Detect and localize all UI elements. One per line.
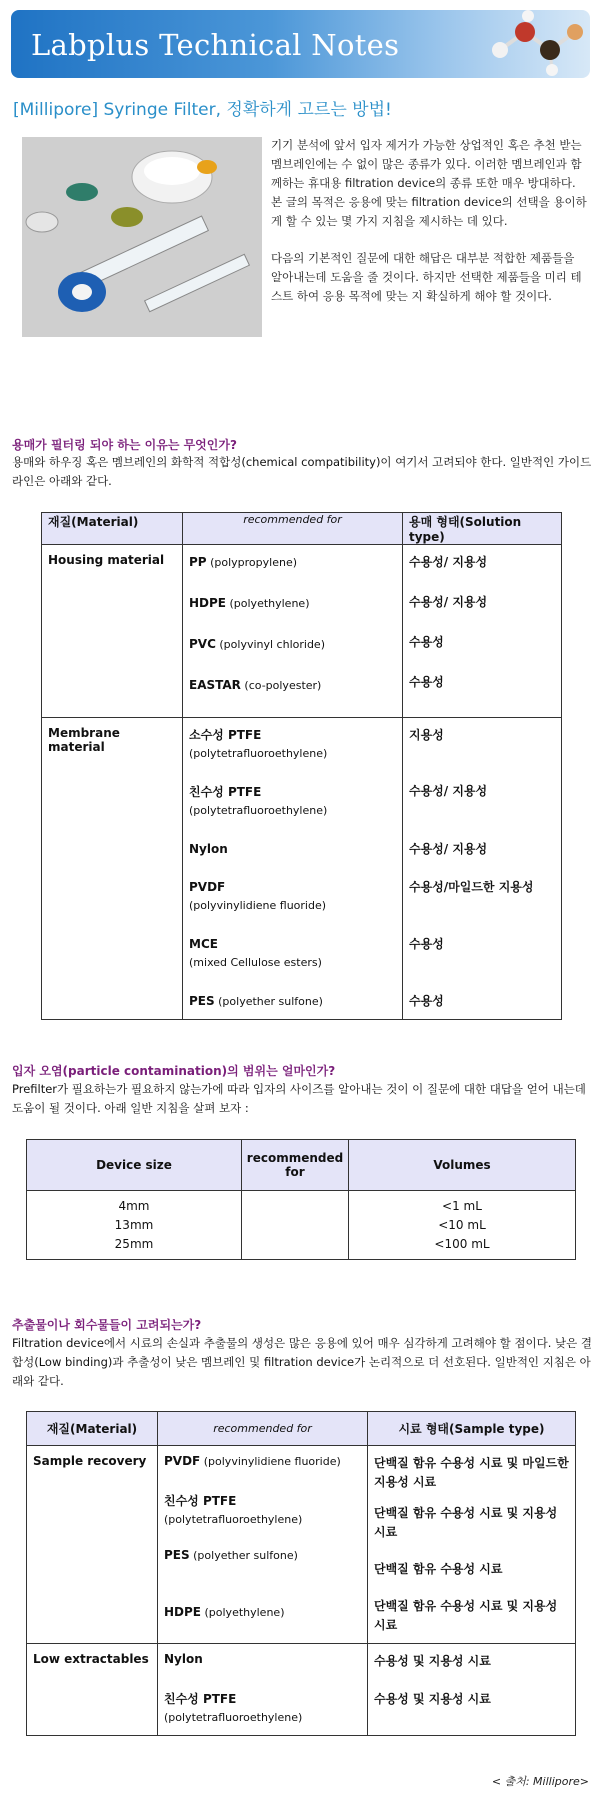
volume: <10 mL	[438, 1217, 486, 1232]
sample-type: 단백질 함유 수용성 시료 및 마일드한 지용성 시료	[374, 1456, 569, 1489]
material-name: 친수성 PTFE	[189, 785, 262, 799]
solvent-compatibility-table	[41, 512, 562, 1020]
table-header-row	[27, 1140, 576, 1191]
material-detail: (polyether sulfone)	[214, 995, 323, 1008]
material-detail: (polytetrafluoroethylene)	[189, 747, 328, 760]
table-cell: Low extractables	[27, 1644, 158, 1736]
material-detail: (polyvinylidiene fluoride)	[189, 899, 327, 912]
material-detail: (polyethylene)	[226, 597, 310, 610]
page-title: [Millipore] Syringe Filter, 정확하게 고르는 방법!	[13, 100, 392, 120]
solution-type: 수용성	[409, 937, 444, 951]
volume: <100 mL	[434, 1236, 490, 1251]
table-cell: Housing material	[42, 545, 183, 718]
table-cell: Membrane material	[42, 718, 183, 1020]
solution-type: 수용성/ 지용성	[409, 595, 488, 609]
material-detail: (polypropylene)	[206, 556, 297, 569]
volume: <1 mL	[442, 1198, 482, 1213]
material-name: MCE	[189, 937, 218, 951]
material-name: PES	[189, 994, 215, 1008]
solution-type: 지용성	[409, 728, 444, 742]
table-header-cell: 재질(Material)	[42, 513, 183, 545]
sample-type: 단백질 함유 수용성 시료	[374, 1562, 503, 1576]
table-header-row	[27, 1412, 576, 1446]
material-name: PVDF	[189, 880, 226, 894]
section-text: Prefilter가 필요하는가 필요하지 않는가에 따라 입자의 사이즈를 알아내는 것이 이 질문에 대한 대답을 얻어 내는데 도움이 될 것이다. 아래 일반 지침을 살펴 보자 :	[12, 1082, 586, 1115]
device-size: 4mm	[118, 1198, 150, 1213]
table-cell	[183, 545, 403, 718]
molecule-icon	[470, 10, 590, 78]
header-banner	[11, 10, 590, 78]
section-title: 용매가 필터링 되야 하는 이유는 무엇인가?	[12, 438, 237, 452]
section-text: Filtration device에서 시료의 손실과 추출물의 생성은 많은 응용에 있어 매우 심각하게 고려해야 할 점이다. 낮은 결합성(Low binding)과 추출성이 낮은 멤브레인 및 filtration device가 논리적으로 더 선호된다. 일반적인 지침은 아래와 같다.	[12, 1336, 592, 1388]
device-size: 25mm	[114, 1236, 154, 1251]
table-header-cell: 재질(Material)	[27, 1412, 158, 1446]
table-header-row	[42, 513, 562, 545]
table-header-cell: 용매 형태(Solution type)	[403, 513, 562, 545]
table-header-cell: recommended for	[158, 1412, 368, 1446]
material-detail: (polyether sulfone)	[189, 1549, 298, 1562]
material-detail: (polyvinyl chloride)	[215, 638, 325, 651]
material-name: PVC	[189, 637, 216, 651]
material-name: 친수성 PTFE	[164, 1494, 237, 1508]
solution-type: 수용성	[409, 635, 444, 649]
banner-title: Labplus Technical Notes	[31, 28, 400, 62]
solution-type: 수용성	[409, 994, 444, 1008]
table-cell	[183, 718, 403, 1020]
source-credit: < 출처: Millipore>	[491, 1775, 589, 1788]
material-detail: (polyvinylidiene fluoride)	[200, 1455, 341, 1468]
sample-type: 수용성 및 지용성 시료	[374, 1654, 491, 1668]
material-detail: (polytetrafluoroethylene)	[164, 1513, 303, 1526]
intro-text	[271, 136, 589, 324]
material-name: EASTAR	[189, 678, 241, 692]
syringe-filter-photo	[22, 137, 262, 337]
table-header-cell: recommended for	[183, 513, 403, 545]
table-row	[27, 1191, 576, 1260]
table-cell	[27, 1191, 242, 1260]
sample-type: 단백질 함유 수용성 시료 및 지용성 시료	[374, 1506, 558, 1539]
material-name: 친수성 PTFE	[164, 1692, 237, 1706]
material-detail: (polytetrafluoroethylene)	[189, 804, 328, 817]
material-name: Nylon	[164, 1652, 203, 1666]
table-header-cell: recommended for	[242, 1140, 349, 1191]
table-cell	[403, 718, 562, 1020]
sample-type: 단백질 함유 수용성 시료 및 지용성 시료	[374, 1599, 558, 1632]
table-cell	[242, 1191, 349, 1260]
material-name: Nylon	[189, 842, 228, 856]
table-cell	[403, 545, 562, 718]
solution-type: 수용성/ 지용성	[409, 784, 488, 798]
table-cell: Sample recovery	[27, 1446, 158, 1644]
intro-paragraph: 다음의 기본적인 질문에 대한 해답은 대부분 적합한 제품들을 알아내는데 도움을 줄 것이다. 하지만 선택한 제품들을 미리 테스트 하여 응용 목적에 맞는 지 확실하게 해야 할 것이다.	[271, 251, 582, 303]
table-row	[42, 545, 562, 718]
table-cell	[158, 1644, 368, 1736]
table-row	[27, 1446, 576, 1644]
solution-type: 수용성/ 지용성	[409, 842, 488, 856]
device-size-table	[26, 1139, 576, 1260]
table-cell	[349, 1191, 576, 1260]
section-text: 용매와 하우징 혹은 멤브레인의 화학적 적합성(chemical compatibility)이 여기서 고려되야 한다. 일반적인 가이드라인은 아래와 같다.	[12, 455, 592, 488]
device-size: 13mm	[114, 1217, 154, 1232]
table-cell	[368, 1644, 576, 1736]
solution-type: 수용성	[409, 675, 444, 689]
material-name: HDPE	[164, 1605, 201, 1619]
table-header-cell: Volumes	[349, 1140, 576, 1191]
sample-recovery-table	[26, 1411, 576, 1736]
material-detail: (polytetrafluoroethylene)	[164, 1711, 303, 1724]
material-name: PVDF	[164, 1454, 201, 1468]
material-detail: (polyethylene)	[201, 1606, 285, 1619]
material-name: HDPE	[189, 596, 226, 610]
table-header-cell: 시료 형태(Sample type)	[368, 1412, 576, 1446]
table-header-cell: Device size	[27, 1140, 242, 1191]
solution-type: 수용성/ 지용성	[409, 555, 488, 569]
sample-type: 수용성 및 지용성 시료	[374, 1692, 491, 1706]
material-name: 소수성 PTFE	[189, 728, 262, 742]
table-row	[27, 1644, 576, 1736]
table-cell	[158, 1446, 368, 1644]
solution-type: 수용성/마일드한 지용성	[409, 880, 534, 894]
section-title: 추출물이나 회수물들이 고려되는가?	[12, 1318, 202, 1332]
material-name: PP	[189, 555, 207, 569]
intro-paragraph: 기기 분석에 앞서 입자 제거가 가능한 상업적인 혹은 추천 받는 멤브레인에는 수 없이 많은 종류가 있다. 이러한 멤브레인과 함께하는 휴대용 filtration device의 종류 또한 매우 방대하다. 본 글의 목적은 응용에 맞는 filtration device의 선택을 용이하게 할 수 있는 몇 가지 지침을 제시하는 데 있다.	[271, 138, 587, 228]
material-name: PES	[164, 1548, 190, 1562]
section-title: 입자 오염(particle contamination)의 범위는 얼마인가?	[12, 1064, 336, 1078]
material-detail: (mixed Cellulose esters)	[189, 956, 322, 969]
table-cell	[368, 1446, 576, 1644]
table-row	[42, 718, 562, 1020]
material-detail: (co-polyester)	[240, 679, 322, 692]
